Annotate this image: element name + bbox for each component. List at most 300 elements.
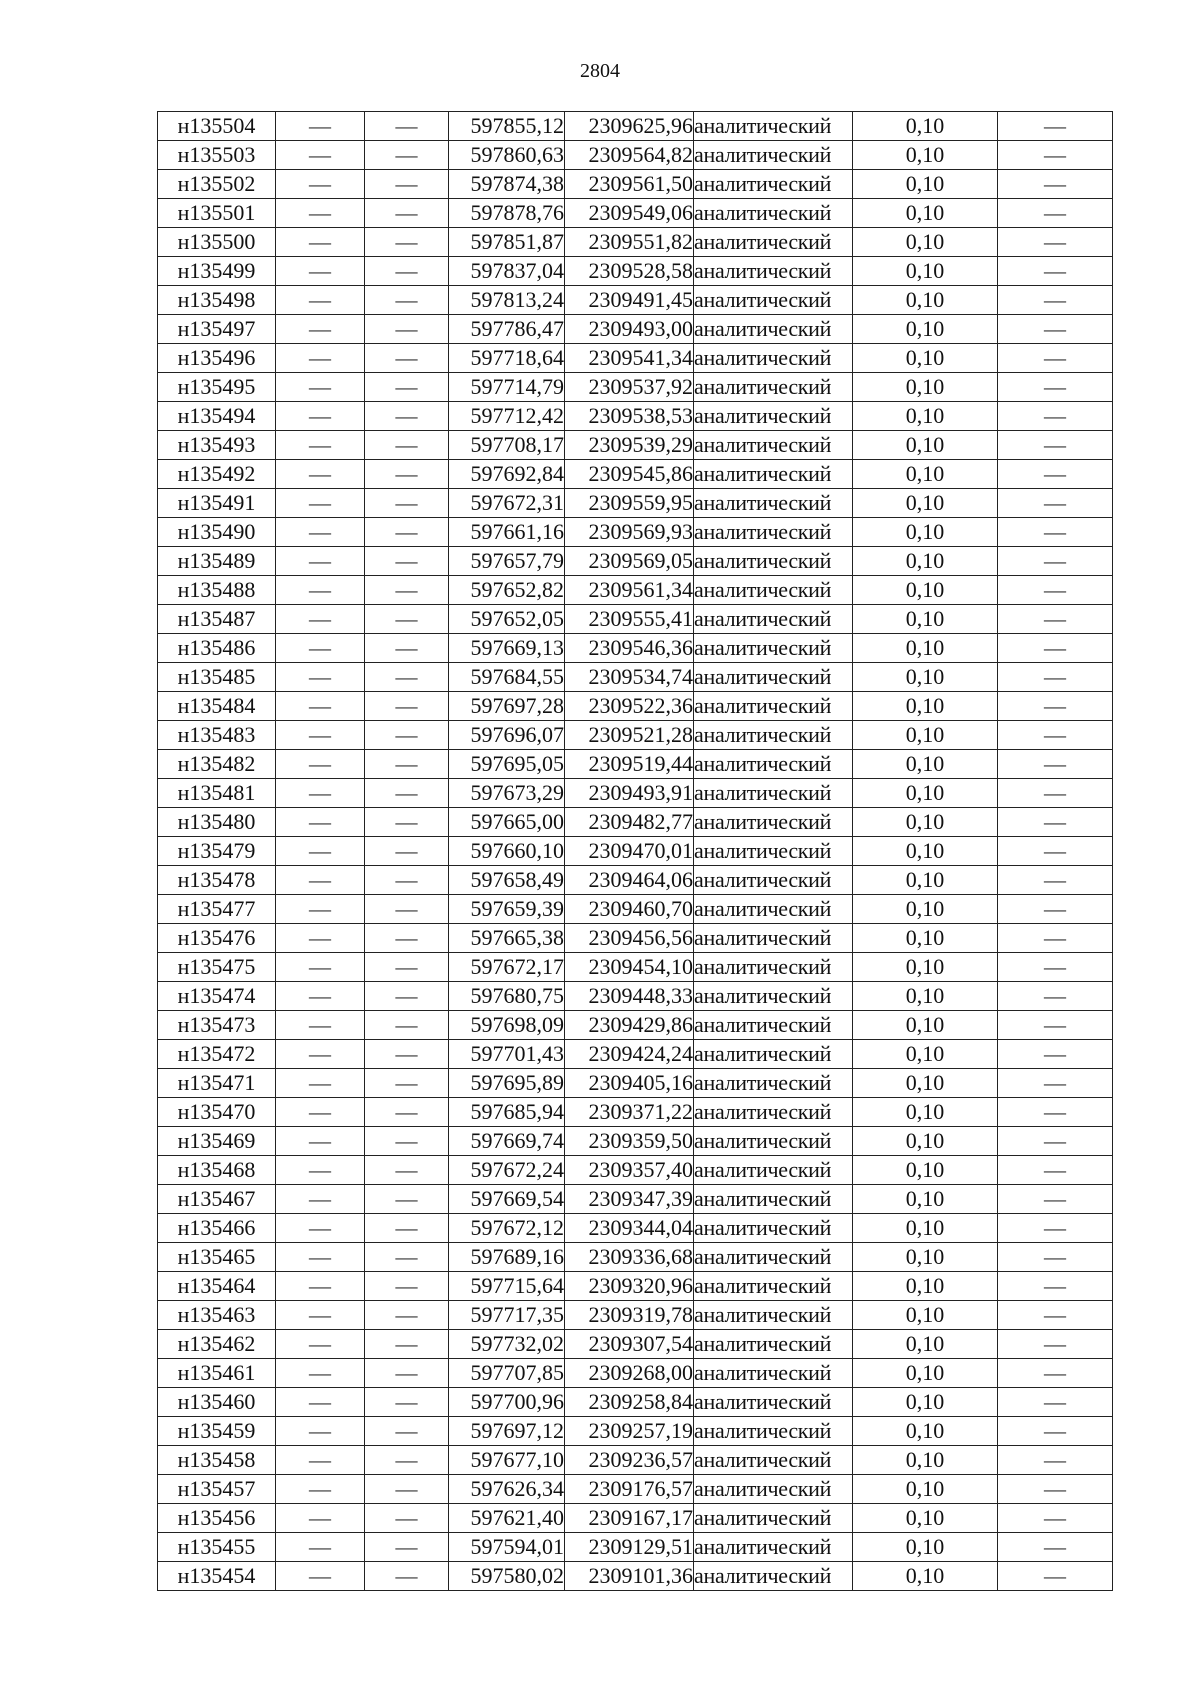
dash-cell: — — [998, 257, 1113, 286]
method-cell: аналитический — [694, 228, 853, 257]
table-row — [158, 1359, 1113, 1388]
point-id-cell: н135500 — [158, 228, 276, 257]
method-cell: аналитический — [694, 576, 853, 605]
dash-cell: — — [365, 1504, 449, 1533]
x-coordinate-cell: 597672,12 — [449, 1214, 565, 1243]
x-coordinate-cell: 597837,04 — [449, 257, 565, 286]
dash-cell: — — [365, 895, 449, 924]
dash-cell: — — [276, 1127, 365, 1156]
method-cell: аналитический — [694, 489, 853, 518]
page-number: 2804 — [580, 60, 620, 82]
dash-cell: — — [998, 1446, 1113, 1475]
table-row — [158, 112, 1113, 141]
method-cell: аналитический — [694, 953, 853, 982]
y-coordinate-cell: 2309545,86 — [565, 460, 694, 489]
point-id-cell: н135459 — [158, 1417, 276, 1446]
dash-cell: — — [998, 866, 1113, 895]
dash-cell: — — [365, 199, 449, 228]
x-coordinate-cell: 597698,09 — [449, 1011, 565, 1040]
accuracy-cell: 0,10 — [853, 1069, 998, 1098]
table-row — [158, 518, 1113, 547]
method-cell: аналитический — [694, 1069, 853, 1098]
y-coordinate-cell: 2309454,10 — [565, 953, 694, 982]
method-cell: аналитический — [694, 895, 853, 924]
y-coordinate-cell: 2309371,22 — [565, 1098, 694, 1127]
x-coordinate-cell: 597669,74 — [449, 1127, 565, 1156]
dash-cell: — — [365, 402, 449, 431]
table-row — [158, 1098, 1113, 1127]
dash-cell: — — [276, 1475, 365, 1504]
x-coordinate-cell: 597677,10 — [449, 1446, 565, 1475]
accuracy-cell: 0,10 — [853, 808, 998, 837]
point-id-cell: н135489 — [158, 547, 276, 576]
x-coordinate-cell: 597665,38 — [449, 924, 565, 953]
y-coordinate-cell: 2309344,04 — [565, 1214, 694, 1243]
dash-cell: — — [276, 1098, 365, 1127]
method-cell: аналитический — [694, 750, 853, 779]
y-coordinate-cell: 2309460,70 — [565, 895, 694, 924]
accuracy-cell: 0,10 — [853, 518, 998, 547]
table-row — [158, 431, 1113, 460]
dash-cell: — — [276, 518, 365, 547]
accuracy-cell: 0,10 — [853, 1127, 998, 1156]
method-cell: аналитический — [694, 1417, 853, 1446]
y-coordinate-cell: 2309359,50 — [565, 1127, 694, 1156]
table-row — [158, 1388, 1113, 1417]
dash-cell: — — [276, 1069, 365, 1098]
point-id-cell: н135470 — [158, 1098, 276, 1127]
dash-cell: — — [365, 1388, 449, 1417]
x-coordinate-cell: 597657,79 — [449, 547, 565, 576]
method-cell: аналитический — [694, 1475, 853, 1504]
x-coordinate-cell: 597712,42 — [449, 402, 565, 431]
dash-cell: — — [276, 170, 365, 199]
x-coordinate-cell: 597700,96 — [449, 1388, 565, 1417]
dash-cell: — — [998, 1040, 1113, 1069]
dash-cell: — — [365, 344, 449, 373]
point-id-cell: н135463 — [158, 1301, 276, 1330]
dash-cell: — — [998, 518, 1113, 547]
x-coordinate-cell: 597878,76 — [449, 199, 565, 228]
dash-cell: — — [276, 112, 365, 141]
dash-cell: — — [276, 228, 365, 257]
accuracy-cell: 0,10 — [853, 489, 998, 518]
dash-cell: — — [276, 924, 365, 953]
y-coordinate-cell: 2309564,82 — [565, 141, 694, 170]
dash-cell: — — [365, 257, 449, 286]
table-row — [158, 489, 1113, 518]
x-coordinate-cell: 597855,12 — [449, 112, 565, 141]
accuracy-cell: 0,10 — [853, 721, 998, 750]
point-id-cell: н135457 — [158, 1475, 276, 1504]
table-row — [158, 228, 1113, 257]
x-coordinate-cell: 597680,75 — [449, 982, 565, 1011]
dash-cell: — — [365, 663, 449, 692]
accuracy-cell: 0,10 — [853, 866, 998, 895]
point-id-cell: н135502 — [158, 170, 276, 199]
dash-cell: — — [276, 750, 365, 779]
dash-cell: — — [998, 547, 1113, 576]
table-row — [158, 257, 1113, 286]
dash-cell: — — [998, 1504, 1113, 1533]
dash-cell: — — [365, 1330, 449, 1359]
accuracy-cell: 0,10 — [853, 547, 998, 576]
accuracy-cell: 0,10 — [853, 315, 998, 344]
method-cell: аналитический — [694, 634, 853, 663]
point-id-cell: н135501 — [158, 199, 276, 228]
dash-cell: — — [276, 866, 365, 895]
accuracy-cell: 0,10 — [853, 1214, 998, 1243]
method-cell: аналитический — [694, 460, 853, 489]
dash-cell: — — [998, 634, 1113, 663]
y-coordinate-cell: 2309405,16 — [565, 1069, 694, 1098]
dash-cell: — — [998, 1301, 1113, 1330]
table-row — [158, 1069, 1113, 1098]
table-row — [158, 1011, 1113, 1040]
dash-cell: — — [276, 1562, 365, 1591]
point-id-cell: н135479 — [158, 837, 276, 866]
dash-cell: — — [276, 1446, 365, 1475]
dash-cell: — — [998, 373, 1113, 402]
dash-cell: — — [276, 692, 365, 721]
y-coordinate-cell: 2309493,91 — [565, 779, 694, 808]
dash-cell: — — [998, 112, 1113, 141]
y-coordinate-cell: 2309424,24 — [565, 1040, 694, 1069]
dash-cell: — — [276, 953, 365, 982]
table-row — [158, 1301, 1113, 1330]
table-row — [158, 373, 1113, 402]
x-coordinate-cell: 597660,10 — [449, 837, 565, 866]
dash-cell: — — [276, 547, 365, 576]
dash-cell: — — [276, 1214, 365, 1243]
dash-cell: — — [365, 1243, 449, 1272]
point-id-cell: н135490 — [158, 518, 276, 547]
x-coordinate-cell: 597715,64 — [449, 1272, 565, 1301]
dash-cell: — — [365, 170, 449, 199]
dash-cell: — — [365, 1417, 449, 1446]
dash-cell: — — [998, 1127, 1113, 1156]
y-coordinate-cell: 2309429,86 — [565, 1011, 694, 1040]
x-coordinate-cell: 597672,31 — [449, 489, 565, 518]
dash-cell: — — [365, 866, 449, 895]
point-id-cell: н135481 — [158, 779, 276, 808]
method-cell: аналитический — [694, 286, 853, 315]
x-coordinate-cell: 597695,05 — [449, 750, 565, 779]
dash-cell: — — [276, 1011, 365, 1040]
y-coordinate-cell: 2309549,06 — [565, 199, 694, 228]
dash-cell: — — [998, 402, 1113, 431]
method-cell: аналитический — [694, 112, 853, 141]
method-cell: аналитический — [694, 431, 853, 460]
accuracy-cell: 0,10 — [853, 1504, 998, 1533]
method-cell: аналитический — [694, 1156, 853, 1185]
method-cell: аналитический — [694, 1562, 853, 1591]
table-row — [158, 402, 1113, 431]
dash-cell: — — [276, 373, 365, 402]
x-coordinate-cell: 597732,02 — [449, 1330, 565, 1359]
y-coordinate-cell: 2309555,41 — [565, 605, 694, 634]
point-id-cell: н135473 — [158, 1011, 276, 1040]
table-body — [158, 112, 1113, 1591]
dash-cell: — — [998, 489, 1113, 518]
table-row — [158, 141, 1113, 170]
dash-cell: — — [276, 1330, 365, 1359]
point-id-cell: н135477 — [158, 895, 276, 924]
table-row — [158, 663, 1113, 692]
y-coordinate-cell: 2309101,36 — [565, 1562, 694, 1591]
table-row — [158, 837, 1113, 866]
dash-cell: — — [276, 605, 365, 634]
y-coordinate-cell: 2309519,44 — [565, 750, 694, 779]
dash-cell: — — [365, 547, 449, 576]
method-cell: аналитический — [694, 1185, 853, 1214]
dash-cell: — — [276, 1272, 365, 1301]
dash-cell: — — [276, 1504, 365, 1533]
table-row — [158, 1533, 1113, 1562]
dash-cell: — — [998, 1475, 1113, 1504]
y-coordinate-cell: 2309129,51 — [565, 1533, 694, 1562]
point-id-cell: н135476 — [158, 924, 276, 953]
dash-cell: — — [998, 808, 1113, 837]
table-row — [158, 1475, 1113, 1504]
accuracy-cell: 0,10 — [853, 1475, 998, 1504]
dash-cell: — — [998, 1069, 1113, 1098]
dash-cell: — — [998, 1011, 1113, 1040]
dash-cell: — — [365, 1272, 449, 1301]
point-id-cell: н135458 — [158, 1446, 276, 1475]
y-coordinate-cell: 2309625,96 — [565, 112, 694, 141]
method-cell: аналитический — [694, 1533, 853, 1562]
accuracy-cell: 0,10 — [853, 779, 998, 808]
y-coordinate-cell: 2309357,40 — [565, 1156, 694, 1185]
table-row — [158, 1243, 1113, 1272]
method-cell: аналитический — [694, 1330, 853, 1359]
x-coordinate-cell: 597707,85 — [449, 1359, 565, 1388]
dash-cell: — — [365, 634, 449, 663]
method-cell: аналитический — [694, 692, 853, 721]
dash-cell: — — [998, 1359, 1113, 1388]
y-coordinate-cell: 2309539,29 — [565, 431, 694, 460]
dash-cell: — — [998, 1272, 1113, 1301]
accuracy-cell: 0,10 — [853, 1301, 998, 1330]
accuracy-cell: 0,10 — [853, 257, 998, 286]
x-coordinate-cell: 597665,00 — [449, 808, 565, 837]
dash-cell: — — [998, 895, 1113, 924]
accuracy-cell: 0,10 — [853, 1185, 998, 1214]
dash-cell: — — [998, 1417, 1113, 1446]
method-cell: аналитический — [694, 1011, 853, 1040]
y-coordinate-cell: 2309167,17 — [565, 1504, 694, 1533]
dash-cell: — — [276, 402, 365, 431]
point-id-cell: н135488 — [158, 576, 276, 605]
method-cell: аналитический — [694, 257, 853, 286]
y-coordinate-cell: 2309482,77 — [565, 808, 694, 837]
table-row — [158, 1185, 1113, 1214]
table-row — [158, 953, 1113, 982]
dash-cell: — — [998, 779, 1113, 808]
accuracy-cell: 0,10 — [853, 1359, 998, 1388]
accuracy-cell: 0,10 — [853, 1417, 998, 1446]
dash-cell: — — [365, 1011, 449, 1040]
dash-cell: — — [998, 576, 1113, 605]
y-coordinate-cell: 2309541,34 — [565, 344, 694, 373]
table-row — [158, 1504, 1113, 1533]
dash-cell: — — [998, 228, 1113, 257]
accuracy-cell: 0,10 — [853, 1446, 998, 1475]
point-id-cell: н135491 — [158, 489, 276, 518]
accuracy-cell: 0,10 — [853, 924, 998, 953]
accuracy-cell: 0,10 — [853, 460, 998, 489]
dash-cell: — — [365, 112, 449, 141]
dash-cell: — — [276, 460, 365, 489]
method-cell: аналитический — [694, 1214, 853, 1243]
dash-cell: — — [998, 431, 1113, 460]
dash-cell: — — [998, 1388, 1113, 1417]
point-id-cell: н135464 — [158, 1272, 276, 1301]
accuracy-cell: 0,10 — [853, 692, 998, 721]
table-row — [158, 1156, 1113, 1185]
method-cell: аналитический — [694, 170, 853, 199]
method-cell: аналитический — [694, 721, 853, 750]
point-id-cell: н135461 — [158, 1359, 276, 1388]
dash-cell: — — [998, 837, 1113, 866]
point-id-cell: н135472 — [158, 1040, 276, 1069]
dash-cell: — — [998, 344, 1113, 373]
accuracy-cell: 0,10 — [853, 576, 998, 605]
table-row — [158, 982, 1113, 1011]
dash-cell: — — [365, 1156, 449, 1185]
method-cell: аналитический — [694, 1301, 853, 1330]
table-row — [158, 344, 1113, 373]
y-coordinate-cell: 2309464,06 — [565, 866, 694, 895]
accuracy-cell: 0,10 — [853, 1272, 998, 1301]
x-coordinate-cell: 597697,28 — [449, 692, 565, 721]
point-id-cell: н135495 — [158, 373, 276, 402]
accuracy-cell: 0,10 — [853, 1011, 998, 1040]
dash-cell: — — [276, 1185, 365, 1214]
dash-cell: — — [276, 344, 365, 373]
table-row — [158, 750, 1113, 779]
dash-cell: — — [276, 1388, 365, 1417]
x-coordinate-cell: 597580,02 — [449, 1562, 565, 1591]
y-coordinate-cell: 2309538,53 — [565, 402, 694, 431]
method-cell: аналитический — [694, 982, 853, 1011]
dash-cell: — — [365, 1069, 449, 1098]
point-id-cell: н135467 — [158, 1185, 276, 1214]
table-row — [158, 1417, 1113, 1446]
table-row — [158, 547, 1113, 576]
method-cell: аналитический — [694, 1446, 853, 1475]
dash-cell: — — [365, 141, 449, 170]
x-coordinate-cell: 597658,49 — [449, 866, 565, 895]
dash-cell: — — [276, 286, 365, 315]
dash-cell: — — [365, 1127, 449, 1156]
x-coordinate-cell: 597652,82 — [449, 576, 565, 605]
accuracy-cell: 0,10 — [853, 402, 998, 431]
dash-cell: — — [276, 199, 365, 228]
accuracy-cell: 0,10 — [853, 1388, 998, 1417]
method-cell: аналитический — [694, 1040, 853, 1069]
dash-cell: — — [365, 1185, 449, 1214]
point-id-cell: н135471 — [158, 1069, 276, 1098]
accuracy-cell: 0,10 — [853, 1243, 998, 1272]
accuracy-cell: 0,10 — [853, 750, 998, 779]
x-coordinate-cell: 597621,40 — [449, 1504, 565, 1533]
table-row — [158, 199, 1113, 228]
point-id-cell: н135483 — [158, 721, 276, 750]
y-coordinate-cell: 2309559,95 — [565, 489, 694, 518]
dash-cell: — — [276, 576, 365, 605]
method-cell: аналитический — [694, 779, 853, 808]
method-cell: аналитический — [694, 837, 853, 866]
dash-cell: — — [276, 634, 365, 663]
dash-cell: — — [365, 1214, 449, 1243]
dash-cell: — — [365, 1533, 449, 1562]
dash-cell: — — [276, 1156, 365, 1185]
y-coordinate-cell: 2309470,01 — [565, 837, 694, 866]
dash-cell: — — [998, 286, 1113, 315]
method-cell: аналитический — [694, 402, 853, 431]
dash-cell: — — [365, 692, 449, 721]
dash-cell: — — [365, 1040, 449, 1069]
method-cell: аналитический — [694, 1098, 853, 1127]
coordinates-table — [157, 111, 1113, 1591]
accuracy-cell: 0,10 — [853, 1330, 998, 1359]
table-row — [158, 692, 1113, 721]
table-row — [158, 1446, 1113, 1475]
y-coordinate-cell: 2309569,93 — [565, 518, 694, 547]
dash-cell: — — [998, 1243, 1113, 1272]
accuracy-cell: 0,10 — [853, 199, 998, 228]
y-coordinate-cell: 2309257,19 — [565, 1417, 694, 1446]
method-cell: аналитический — [694, 1388, 853, 1417]
point-id-cell: н135480 — [158, 808, 276, 837]
table-row — [158, 1272, 1113, 1301]
table-row — [158, 1127, 1113, 1156]
point-id-cell: н135474 — [158, 982, 276, 1011]
point-id-cell: н135493 — [158, 431, 276, 460]
y-coordinate-cell: 2309268,00 — [565, 1359, 694, 1388]
dash-cell: — — [365, 1098, 449, 1127]
x-coordinate-cell: 597708,17 — [449, 431, 565, 460]
dash-cell: — — [998, 692, 1113, 721]
point-id-cell: н135478 — [158, 866, 276, 895]
dash-cell: — — [276, 315, 365, 344]
y-coordinate-cell: 2309521,28 — [565, 721, 694, 750]
point-id-cell: н135503 — [158, 141, 276, 170]
y-coordinate-cell: 2309569,05 — [565, 547, 694, 576]
point-id-cell: н135494 — [158, 402, 276, 431]
dash-cell: — — [998, 460, 1113, 489]
dash-cell: — — [998, 315, 1113, 344]
point-id-cell: н135484 — [158, 692, 276, 721]
method-cell: аналитический — [694, 373, 853, 402]
method-cell: аналитический — [694, 924, 853, 953]
y-coordinate-cell: 2309319,78 — [565, 1301, 694, 1330]
dash-cell: — — [365, 228, 449, 257]
accuracy-cell: 0,10 — [853, 344, 998, 373]
y-coordinate-cell: 2309551,82 — [565, 228, 694, 257]
table-row — [158, 634, 1113, 663]
x-coordinate-cell: 597685,94 — [449, 1098, 565, 1127]
x-coordinate-cell: 597717,35 — [449, 1301, 565, 1330]
x-coordinate-cell: 597860,63 — [449, 141, 565, 170]
x-coordinate-cell: 597697,12 — [449, 1417, 565, 1446]
table-row — [158, 924, 1113, 953]
accuracy-cell: 0,10 — [853, 634, 998, 663]
table-row — [158, 576, 1113, 605]
dash-cell: — — [276, 837, 365, 866]
